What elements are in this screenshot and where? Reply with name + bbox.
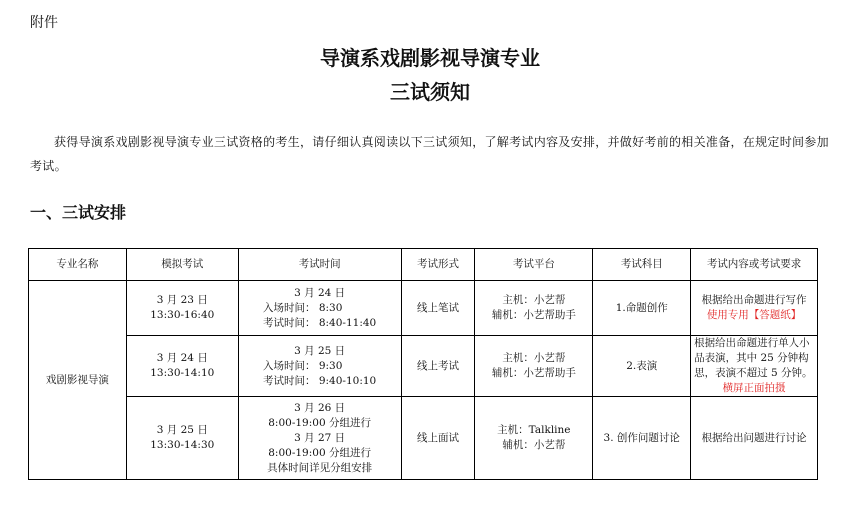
mock-exam-cell	[126, 397, 238, 480]
table-row	[29, 397, 818, 480]
exam-date: 3 月 26 日	[294, 401, 346, 414]
requirement-text: 根据给出命题进行单人小品表演，其中 25 分钟构思，表演不超过 5 分钟。	[694, 337, 813, 379]
mock-time: 13:30-14:30	[150, 439, 215, 451]
mock-date: 3 月 25 日	[156, 424, 208, 436]
platform-main: 主机：Talkline	[497, 424, 571, 436]
intro-paragraph: 获得导演系戏剧影视导演专业三试资格的考生，请仔细认真阅读以下三试须知，了解考试内容及安排，并做好考前的相关准备，在规定时间参加考试。	[30, 135, 829, 173]
table-row	[29, 336, 818, 397]
column-header: 考试形式	[401, 249, 475, 281]
column-header: 专业名称	[29, 249, 127, 281]
requirement-cell: 根据给出问题进行讨论	[691, 397, 818, 480]
mock-exam-cell	[126, 281, 238, 336]
subject-cell: 3. 创作问题讨论	[593, 397, 691, 480]
exam-date: 3 月 24 日	[294, 286, 346, 299]
requirement-note: 横屏正面拍摄	[722, 382, 786, 394]
exam-form-cell: 线上笔试	[401, 281, 475, 336]
column-header: 考试时间	[238, 249, 401, 281]
column-header: 考试内容或考试要求	[691, 249, 818, 281]
platform-aux: 辅机：小艺帮助手	[491, 367, 576, 379]
table-header-row	[29, 249, 818, 281]
entry-time: 入场时间： 9:30	[263, 359, 343, 372]
mock-date: 3 月 23 日	[156, 294, 208, 306]
requirement-note: 使用专用	[706, 309, 749, 321]
subject-cell: 2.表演	[593, 336, 691, 397]
exam-slot: 8:00-19:00 分组进行	[268, 416, 371, 429]
platform-aux: 辅机：小艺帮	[502, 439, 566, 451]
exam-date: 3 月 25 日	[294, 344, 346, 357]
exam-time-cell	[238, 336, 401, 397]
platform-aux: 辅机：小艺帮助手	[491, 309, 576, 321]
platform-cell	[475, 281, 593, 336]
section-heading: 一、三试安排	[30, 203, 127, 222]
mock-time: 13:30-16:40	[150, 309, 215, 321]
exam-form-cell: 线上考试	[401, 336, 475, 397]
exam-time: 考试时间： 8:40-11:40	[263, 316, 377, 329]
exam-slot: 8:00-19:00 分组进行	[268, 446, 371, 459]
exam-time-cell	[238, 397, 401, 480]
platform-main: 主机：小艺帮	[502, 352, 566, 364]
requirement-cell	[691, 336, 818, 397]
platform-main: 主机：小艺帮	[502, 294, 566, 306]
platform-cell	[475, 336, 593, 397]
column-header: 考试平台	[475, 249, 593, 281]
platform-cell	[475, 397, 593, 480]
mock-time: 13:30-14:10	[150, 367, 215, 379]
requirement-text: 根据给出命题进行写作	[701, 294, 807, 306]
requirement-cell	[691, 281, 818, 336]
exam-time-cell	[238, 281, 401, 336]
column-header: 考试科目	[593, 249, 691, 281]
exam-schedule-table	[28, 248, 818, 480]
mock-exam-cell	[126, 336, 238, 397]
page-title: 导演系戏剧影视导演专业	[320, 46, 540, 70]
page-subtitle: 三试须知	[390, 80, 470, 104]
subject-cell: 1.命题创作	[593, 281, 691, 336]
answer-sheet-note: 【答题纸】	[748, 309, 802, 321]
exam-date: 3 月 27 日	[294, 431, 346, 444]
exam-time: 考试时间： 9:40-10:10	[263, 374, 377, 387]
mock-date: 3 月 24 日	[156, 352, 208, 364]
entry-time: 入场时间： 8:30	[263, 301, 343, 314]
table-row	[29, 281, 818, 336]
exam-note: 具体时间详见分组安排	[267, 461, 373, 474]
column-header: 模拟考试	[126, 249, 238, 281]
exam-form-cell: 线上面试	[401, 397, 475, 480]
attachment-label: 附件	[30, 15, 58, 31]
major-cell: 戏剧影视导演	[29, 281, 127, 480]
